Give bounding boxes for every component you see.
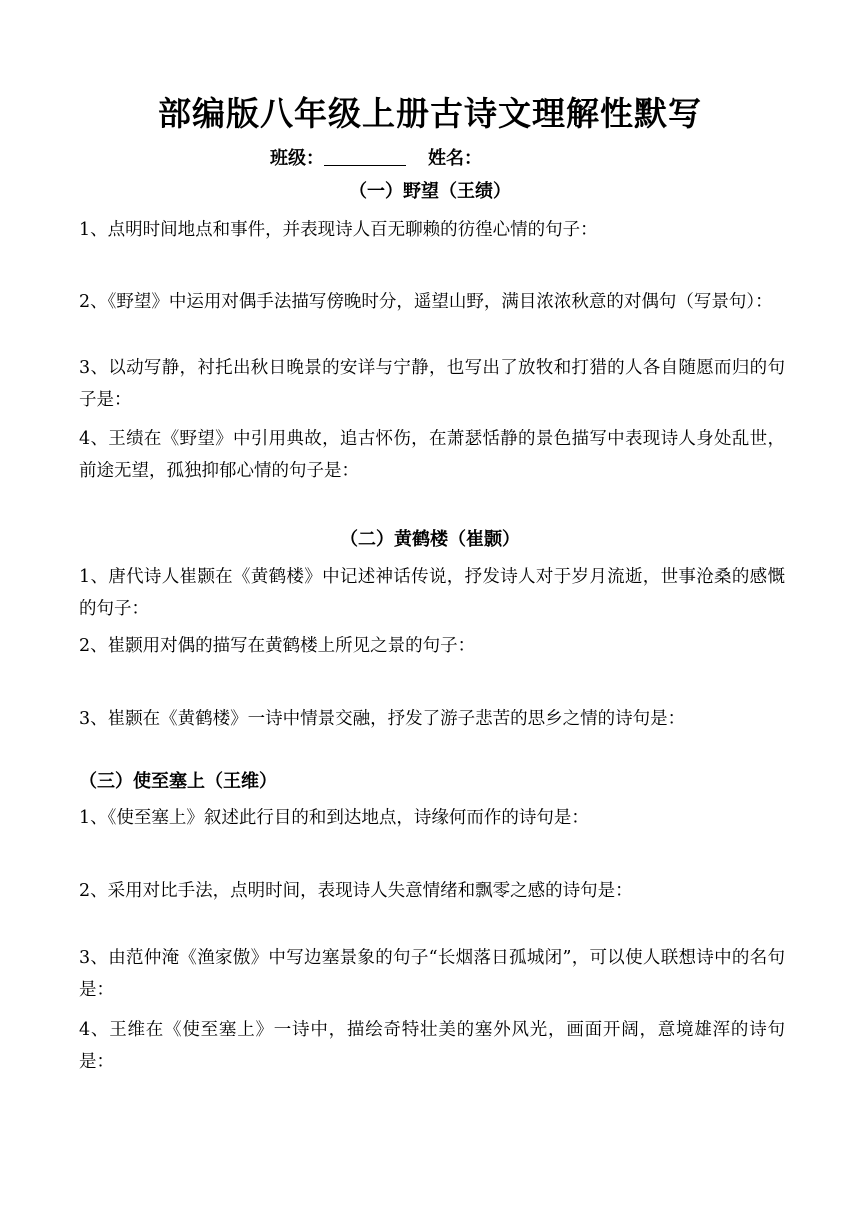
page-title: 部编版八年级上册古诗文理解性默写 bbox=[158, 94, 702, 133]
section-heading-3: （三）使至塞上（王维） bbox=[79, 771, 277, 792]
question-3-1: 1、《使至塞上》叙述此行目的和到达地点，诗缘何而作的诗句是： bbox=[79, 808, 589, 828]
class-label: 班级： bbox=[270, 148, 324, 169]
section-heading-1: （一）野望（王绩） bbox=[349, 181, 511, 202]
question-1-4: 4、王绩在《野望》中引用典故，追古怀伤，在萧瑟恬静的景色描写中表现诗人身处乱世，前途无望，孤独抑郁心情的句子是： bbox=[79, 429, 785, 481]
question-1-3: 3、以动写静，衬托出秋日晚景的安详与宁静，也写出了放牧和打猎的人各自随愿而归的句子是： bbox=[79, 358, 785, 410]
section-heading-2: （二）黄鹤楼（崔颢） bbox=[340, 529, 520, 550]
question-2-2: 2、崔颢用对偶的描写在黄鹤楼上所见之景的句子： bbox=[79, 636, 476, 656]
question-3-3: 3、由范仲淹《渔家傲》中写边塞景象的句子“长烟落日孤城闭”，可以使人联想诗中的名句是： bbox=[79, 948, 785, 1000]
name-label: 姓名： bbox=[428, 148, 482, 169]
question-1-1: 1、点明时间地点和事件，并表现诗人百无聊赖的彷徨心情的句子： bbox=[79, 220, 598, 240]
question-1-2: 2、《野望》中运用对偶手法描写傍晚时分，遥望山野，满目浓浓秋意的对偶句（写景句）： bbox=[79, 292, 773, 312]
question-2-1: 1、唐代诗人崔颢在《黄鹤楼》中记述神话传说，抒发诗人对于岁月流逝，世事沧桑的感慨的句子： bbox=[79, 567, 785, 619]
question-3-2: 2、采用对比手法，点明时间，表现诗人失意情绪和飘零之感的诗句是： bbox=[79, 881, 633, 901]
question-3-4: 4、王维在《使至塞上》一诗中，描绘奇特壮美的塞外风光，画面开阔，意境雄浑的诗句是： bbox=[79, 1020, 785, 1072]
class-blank[interactable] bbox=[324, 145, 406, 166]
question-2-3: 3、崔颢在《黄鹤楼》一诗中情景交融，抒发了游子悲苦的思乡之情的诗句是： bbox=[79, 709, 686, 729]
student-info-line bbox=[270, 145, 482, 173]
